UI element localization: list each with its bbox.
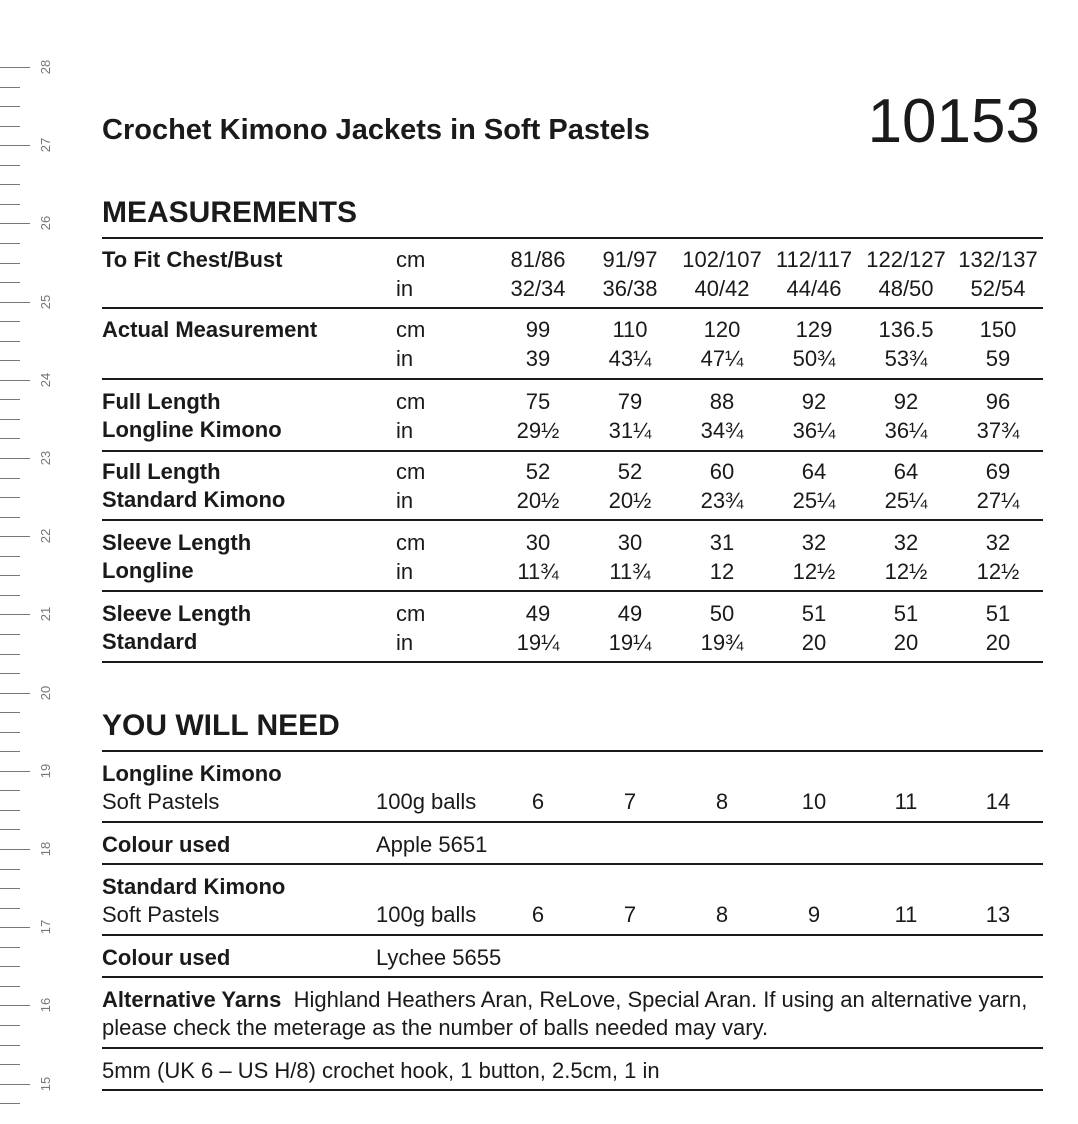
- ruler-minor-tick: [0, 908, 20, 909]
- longline-colour-value: Apple 5651: [376, 832, 488, 857]
- value-in: 39: [525, 346, 551, 371]
- value-in: 19¼: [516, 630, 560, 655]
- ruler-major-tick: [0, 693, 30, 694]
- ruler-minor-tick: [0, 829, 20, 830]
- measurement-sublabel: Longline Kimono: [102, 417, 282, 442]
- ruler-major-tick: [0, 536, 30, 537]
- ruler-major-tick: [0, 380, 30, 381]
- longline-yarn: Soft Pastels: [102, 789, 220, 814]
- value-in: 12½: [884, 559, 928, 584]
- ruler-label: 22: [38, 528, 53, 544]
- value-in: 12½: [976, 559, 1020, 584]
- value-cm: 102/107: [682, 247, 762, 272]
- ruler-label: 23: [38, 450, 53, 466]
- you-will-need-heading: YOU WILL NEED: [102, 709, 340, 742]
- ruler-minor-tick: [0, 419, 20, 420]
- standard-title: Standard Kimono: [102, 874, 286, 899]
- ruler-minor-tick: [0, 106, 20, 107]
- longline-title: Longline Kimono: [102, 761, 282, 786]
- ruler-minor-tick: [0, 673, 20, 674]
- ruler-label: 28: [38, 59, 53, 75]
- unit-cm: cm: [396, 601, 426, 626]
- standard-balls: 13: [985, 902, 1011, 927]
- divider: [102, 590, 1043, 592]
- value-in: 19¼: [608, 630, 652, 655]
- longline-balls: 10: [801, 789, 827, 814]
- value-in: 36¼: [792, 418, 836, 443]
- value-in: 29½: [516, 418, 560, 443]
- ruler-label: 26: [38, 215, 53, 231]
- side-ruler: [0, 0, 60, 1124]
- ruler-minor-tick: [0, 1045, 20, 1046]
- ruler-minor-tick: [0, 556, 20, 557]
- value-cm: 32: [985, 530, 1011, 555]
- unit-cm: cm: [396, 317, 426, 342]
- value-cm: 31: [709, 530, 735, 555]
- standard-colour-label: Colour used: [102, 945, 231, 970]
- value-cm: 51: [985, 601, 1011, 626]
- value-cm: 79: [617, 389, 643, 414]
- standard-yarn: Soft Pastels: [102, 902, 220, 927]
- longline-balls: 14: [985, 789, 1011, 814]
- divider: [102, 519, 1043, 521]
- divider: [102, 1047, 1043, 1049]
- extras-line: 5mm (UK 6 – US H/8) crochet hook, 1 button, 2.5cm, 1 in: [102, 1058, 660, 1083]
- value-cm: 75: [525, 389, 551, 414]
- ruler-minor-tick: [0, 888, 20, 889]
- value-in: 25¼: [792, 488, 836, 513]
- value-in: 31¼: [608, 418, 652, 443]
- measurement-label: Sleeve Length: [102, 530, 252, 555]
- value-in: 12½: [792, 559, 836, 584]
- divider: [102, 378, 1043, 380]
- ruler-minor-tick: [0, 869, 20, 870]
- value-in: 52/54: [970, 276, 1026, 301]
- value-in: 23¾: [700, 488, 744, 513]
- ruler-minor-tick: [0, 1025, 20, 1026]
- value-in: 44/46: [786, 276, 842, 301]
- divider: [102, 863, 1043, 865]
- ruler-minor-tick: [0, 360, 20, 361]
- value-cm: 92: [801, 389, 827, 414]
- value-in: 53¾: [884, 346, 928, 371]
- measurements-heading: MEASUREMENTS: [102, 196, 358, 229]
- value-in: 50¾: [792, 346, 836, 371]
- value-in: 43¼: [608, 346, 652, 371]
- value-in: 20½: [608, 488, 652, 513]
- ruler-minor-tick: [0, 321, 20, 322]
- value-cm: 64: [801, 459, 827, 484]
- value-in: 27¼: [976, 488, 1020, 513]
- ruler-major-tick: [0, 67, 30, 68]
- value-cm: 150: [979, 317, 1017, 342]
- value-cm: 120: [703, 317, 741, 342]
- value-cm: 51: [893, 601, 919, 626]
- value-in: 36/38: [602, 276, 658, 301]
- ruler-minor-tick: [0, 732, 20, 733]
- unit-cm: cm: [396, 459, 426, 484]
- value-in: 59: [985, 346, 1011, 371]
- value-cm: 88: [709, 389, 735, 414]
- value-in: 20: [985, 630, 1011, 655]
- unit-in: in: [396, 276, 414, 301]
- value-in: 20: [801, 630, 827, 655]
- longline-unit: 100g balls: [376, 789, 477, 814]
- page-title: Crochet Kimono Jackets in Soft Pastels: [102, 114, 650, 146]
- ruler-minor-tick: [0, 751, 20, 752]
- ruler-label: 25: [38, 294, 53, 310]
- ruler-label: 17: [38, 919, 53, 935]
- divider: [102, 934, 1043, 936]
- measurement-label: Full Length: [102, 389, 221, 414]
- ruler-label: 27: [38, 137, 53, 153]
- alternative-yarns: [102, 986, 1043, 1042]
- divider: [102, 661, 1043, 663]
- ruler-label: 24: [38, 372, 53, 388]
- longline-balls: 8: [715, 789, 729, 814]
- value-cm: 32: [801, 530, 827, 555]
- value-cm: 99: [525, 317, 551, 342]
- ruler-minor-tick: [0, 810, 20, 811]
- unit-cm: cm: [396, 530, 426, 555]
- value-cm: 110: [612, 317, 648, 342]
- value-cm: 91/97: [602, 247, 658, 272]
- ruler-minor-tick: [0, 399, 20, 400]
- value-cm: 96: [985, 389, 1011, 414]
- ruler-major-tick: [0, 145, 30, 146]
- measurement-sublabel: Standard: [102, 629, 198, 654]
- measurement-label: Full Length: [102, 459, 221, 484]
- ruler-major-tick: [0, 1005, 30, 1006]
- value-in: 34¾: [700, 418, 744, 443]
- value-cm: 52: [617, 459, 643, 484]
- value-in: 25¼: [884, 488, 928, 513]
- ruler-minor-tick: [0, 438, 20, 439]
- value-in: 32/34: [510, 276, 566, 301]
- ruler-minor-tick: [0, 634, 20, 635]
- ruler-label: 15: [38, 1076, 53, 1092]
- ruler-minor-tick: [0, 790, 20, 791]
- ruler-minor-tick: [0, 184, 20, 185]
- ruler-minor-tick: [0, 341, 20, 342]
- unit-in: in: [396, 418, 414, 443]
- divider: [102, 821, 1043, 823]
- divider: [102, 750, 1043, 752]
- value-cm: 69: [985, 459, 1011, 484]
- value-cm: 30: [617, 530, 643, 555]
- measurement-label: To Fit Chest/Bust: [102, 247, 283, 272]
- unit-in: in: [396, 559, 414, 584]
- alternative-yarns-text: Highland Heathers Aran, ReLove, Special Aran. If using an alternative yarn, please check the meterage as the number of balls needed may vary.: [102, 987, 1028, 1040]
- value-in: 40/42: [694, 276, 750, 301]
- value-cm: 81/86: [510, 247, 566, 272]
- value-cm: 132/137: [958, 247, 1038, 272]
- ruler-minor-tick: [0, 243, 20, 244]
- unit-in: in: [396, 488, 414, 513]
- divider: [102, 237, 1043, 239]
- value-cm: 32: [893, 530, 919, 555]
- longline-colour-label: Colour used: [102, 832, 231, 857]
- value-in: 20: [893, 630, 919, 655]
- ruler-major-tick: [0, 849, 30, 850]
- measurement-sublabel: Standard Kimono: [102, 487, 286, 512]
- standard-balls: 11: [894, 902, 918, 927]
- ruler-minor-tick: [0, 126, 20, 127]
- value-cm: 112/117: [775, 247, 853, 272]
- ruler-major-tick: [0, 302, 30, 303]
- value-in: 11¾: [517, 559, 559, 584]
- ruler-major-tick: [0, 614, 30, 615]
- value-in: 36¼: [884, 418, 928, 443]
- measurement-label: Actual Measurement: [102, 317, 318, 342]
- standard-colour-value: Lychee 5655: [376, 945, 502, 970]
- ruler-minor-tick: [0, 986, 20, 987]
- unit-in: in: [396, 346, 414, 371]
- value-in: 20½: [516, 488, 560, 513]
- value-in: 48/50: [878, 276, 934, 301]
- value-cm: 64: [893, 459, 919, 484]
- standard-unit: 100g balls: [376, 902, 477, 927]
- value-cm: 129: [795, 317, 833, 342]
- value-cm: 49: [617, 601, 643, 626]
- unit-in: in: [396, 630, 414, 655]
- ruler-label: 19: [38, 763, 53, 779]
- value-cm: 136.5: [878, 317, 934, 342]
- ruler-minor-tick: [0, 654, 20, 655]
- ruler-minor-tick: [0, 478, 20, 479]
- value-in: 12: [709, 559, 735, 584]
- ruler-minor-tick: [0, 517, 20, 518]
- ruler-minor-tick: [0, 165, 20, 166]
- ruler-label: 18: [38, 841, 53, 857]
- ruler-minor-tick: [0, 575, 20, 576]
- measurement-label: Sleeve Length: [102, 601, 252, 626]
- ruler-minor-tick: [0, 204, 20, 205]
- longline-balls: 7: [623, 789, 637, 814]
- value-cm: 50: [709, 601, 735, 626]
- value-cm: 51: [801, 601, 827, 626]
- divider: [102, 1089, 1043, 1091]
- standard-balls: 8: [715, 902, 729, 927]
- divider: [102, 976, 1043, 978]
- ruler-minor-tick: [0, 282, 20, 283]
- value-in: 47¼: [700, 346, 744, 371]
- measurement-sublabel: Longline: [102, 558, 194, 583]
- standard-balls: 7: [623, 902, 637, 927]
- divider: [102, 307, 1043, 309]
- ruler-label: 16: [38, 997, 53, 1013]
- ruler-minor-tick: [0, 87, 20, 88]
- ruler-minor-tick: [0, 966, 20, 967]
- value-in: 19¾: [700, 630, 744, 655]
- value-cm: 30: [525, 530, 551, 555]
- ruler-minor-tick: [0, 1064, 20, 1065]
- ruler-major-tick: [0, 223, 30, 224]
- standard-balls: 9: [807, 902, 821, 927]
- pattern-number: 10153: [867, 87, 1040, 156]
- unit-cm: cm: [396, 247, 426, 272]
- ruler-major-tick: [0, 771, 30, 772]
- ruler-minor-tick: [0, 947, 20, 948]
- value-cm: 92: [893, 389, 919, 414]
- longline-balls: 6: [531, 789, 545, 814]
- value-cm: 60: [709, 459, 735, 484]
- ruler-major-tick: [0, 458, 30, 459]
- value-cm: 52: [525, 459, 551, 484]
- ruler-minor-tick: [0, 497, 20, 498]
- value-in: 11¾: [609, 559, 651, 584]
- value-cm: 122/127: [866, 247, 946, 272]
- standard-balls: 6: [531, 902, 545, 927]
- ruler-major-tick: [0, 927, 30, 928]
- ruler-major-tick: [0, 1084, 30, 1085]
- ruler-minor-tick: [0, 595, 20, 596]
- ruler-minor-tick: [0, 263, 20, 264]
- ruler-minor-tick: [0, 1103, 20, 1104]
- ruler-minor-tick: [0, 712, 20, 713]
- ruler-label: 20: [38, 685, 53, 701]
- alternative-yarns-label: Alternative Yarns: [102, 987, 282, 1012]
- value-in: 37¾: [976, 418, 1020, 443]
- divider: [102, 450, 1043, 452]
- longline-balls: 11: [894, 789, 918, 814]
- unit-cm: cm: [396, 389, 426, 414]
- value-cm: 49: [525, 601, 551, 626]
- ruler-label: 21: [38, 606, 53, 622]
